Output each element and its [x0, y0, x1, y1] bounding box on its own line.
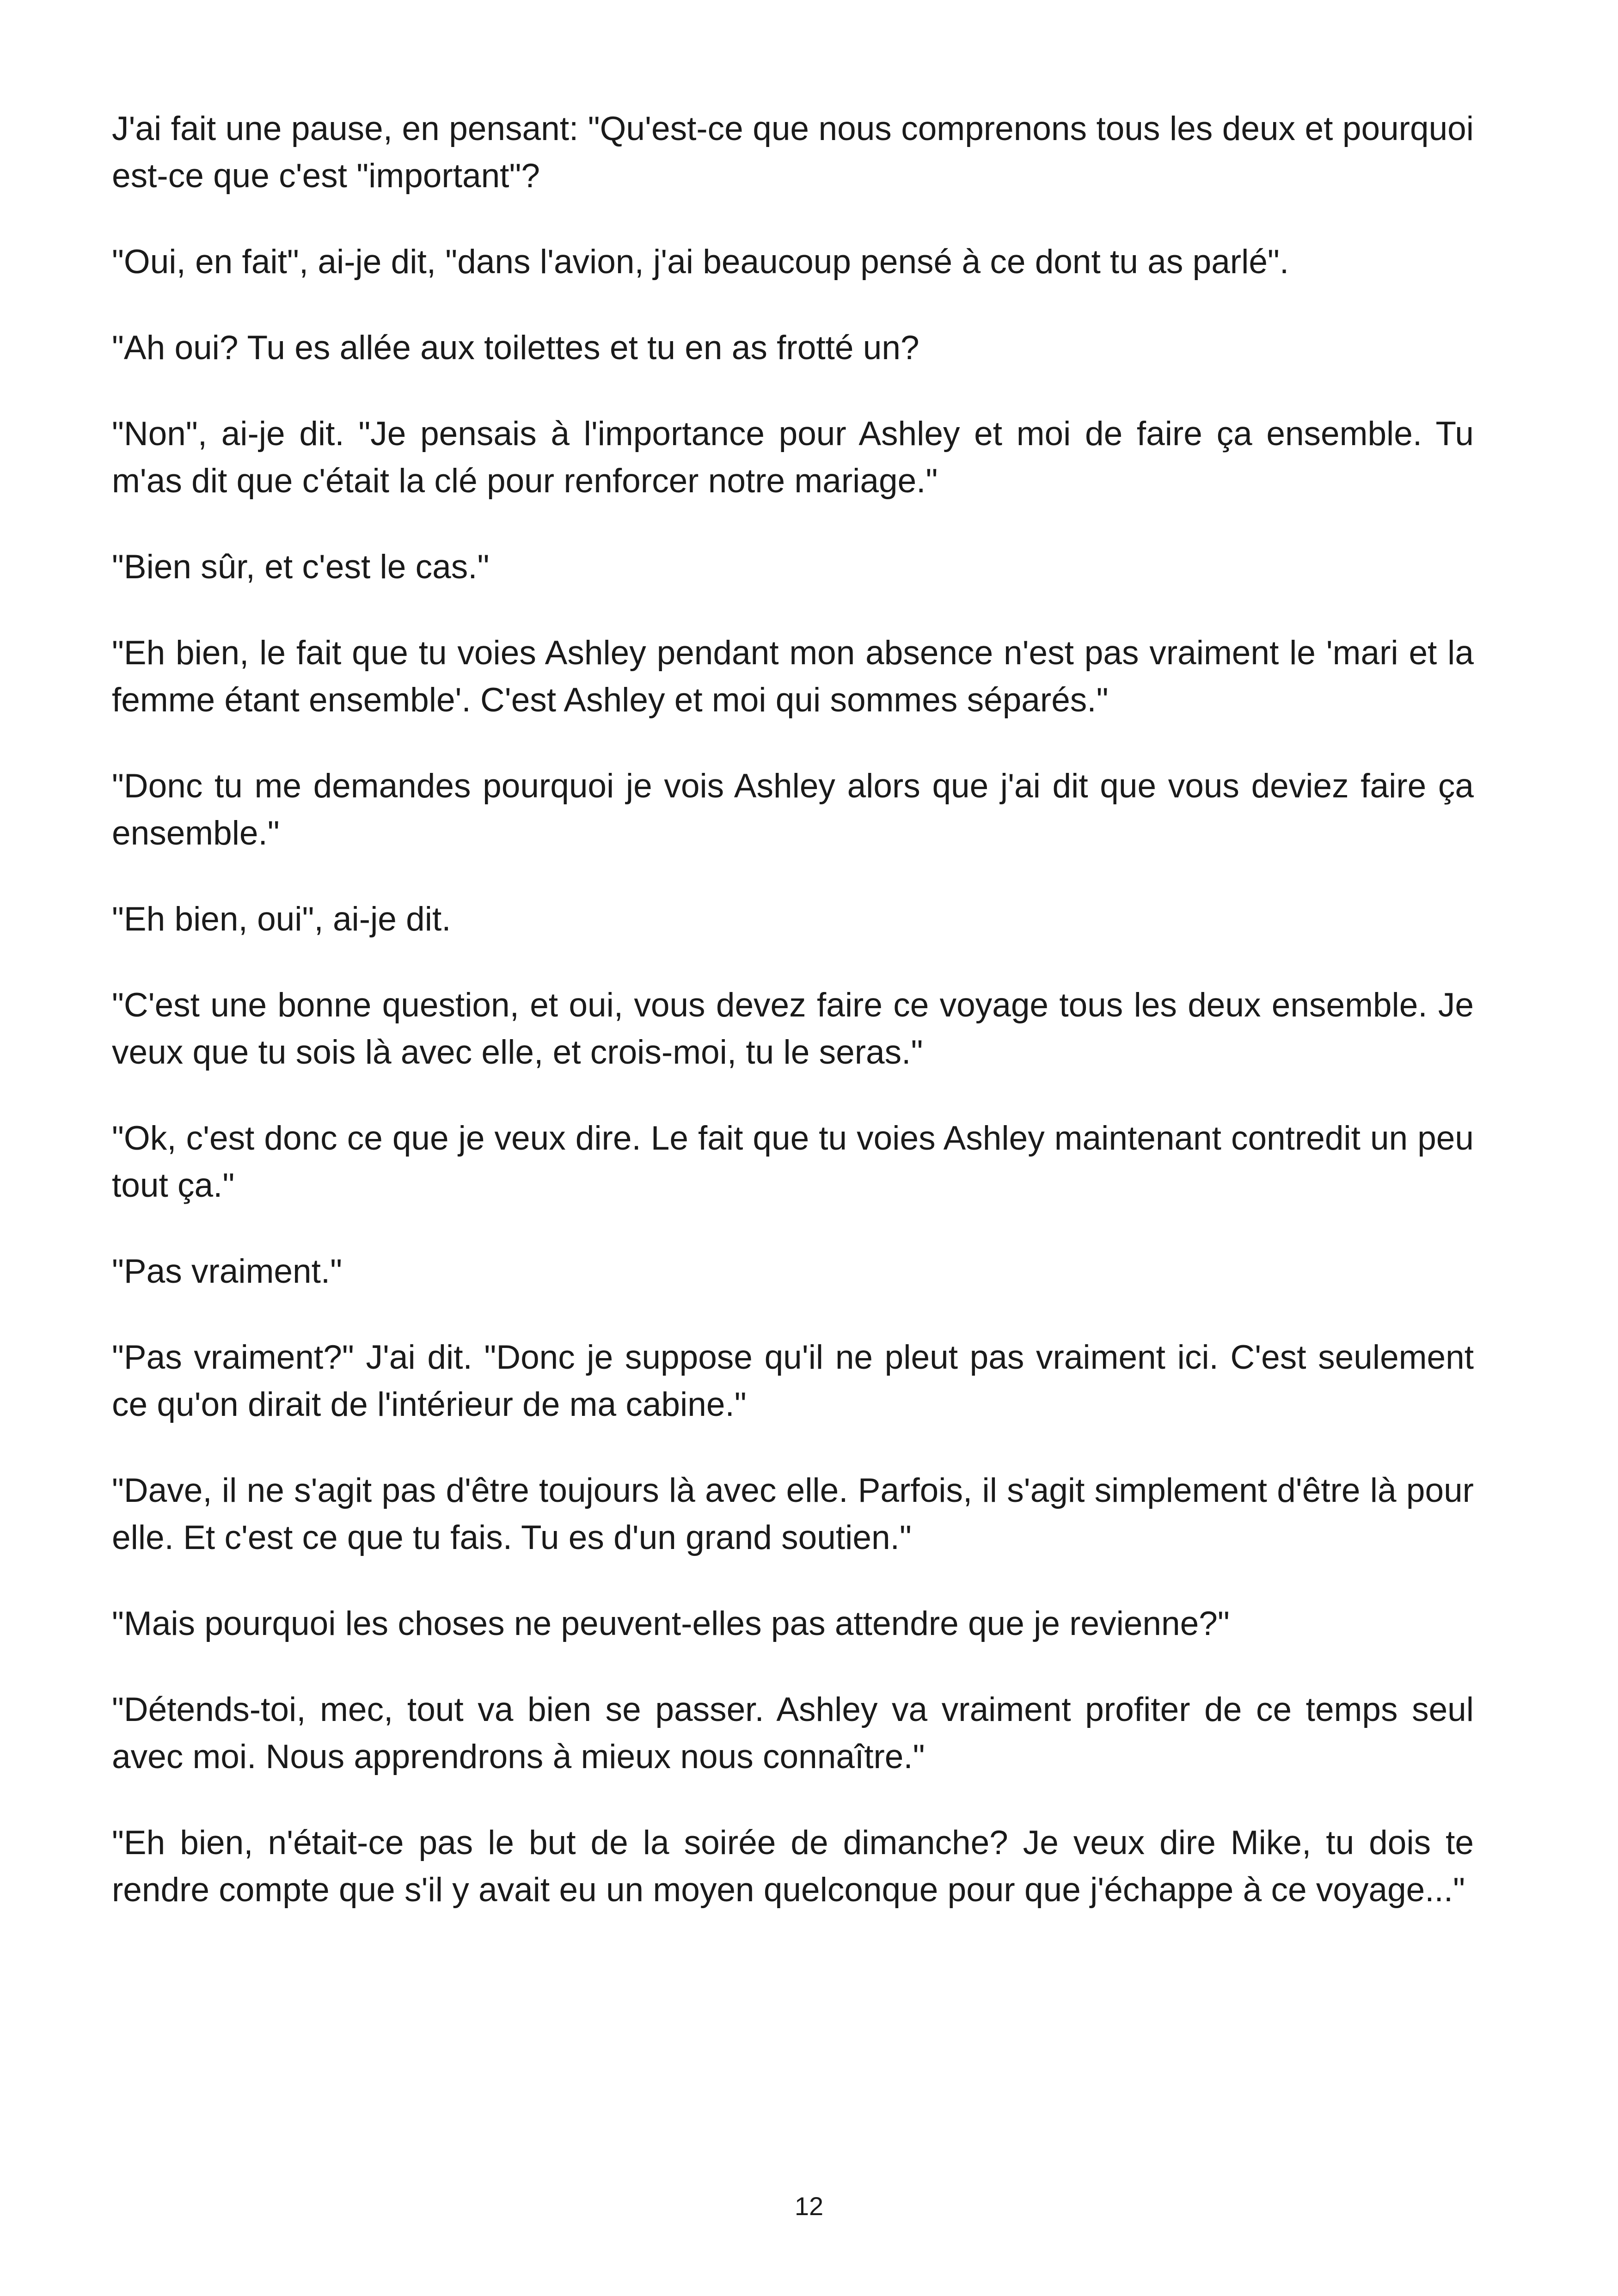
paragraph: "Donc tu me demandes pourquoi je vois Ashley alors que j'ai dit que vous deviez faire ça ensemble.": [112, 767, 1474, 852]
paragraph: "Détends-toi, mec, tout va bien se passer. Ashley va vraiment profiter de ce temps seul avec moi. Nous apprendrons à mieux nous connaître.": [112, 1691, 1474, 1776]
paragraph: "Eh bien, oui", ai-je dit.: [112, 900, 451, 938]
page-number: 12: [794, 2192, 824, 2221]
paragraph: "Ok, c'est donc ce que je veux dire. Le fait que tu voies Ashley maintenant contredit un peu tout ça.": [112, 1120, 1474, 1204]
paragraph: J'ai fait une pause, en pensant: "Qu'est-ce que nous comprenons tous les deux et pourquoi est-ce que c'est "important"?: [112, 110, 1474, 195]
paragraph: "Eh bien, le fait que tu voies Ashley pendant mon absence n'est pas vraiment le 'mari et la femme étant ensemble'. C'est Ashley et moi qui sommes séparés.": [112, 634, 1474, 719]
paragraph: "Bien sûr, et c'est le cas.": [112, 548, 490, 586]
paragraph: "Mais pourquoi les choses ne peuvent-elles pas attendre que je revienne?": [112, 1605, 1230, 1642]
body-text: [112, 105, 1474, 1953]
paragraph: "Dave, il ne s'agit pas d'être toujours là avec elle. Parfois, il s'agit simplement d'être là pour elle. Et c'est ce que tu fais. Tu es d'un grand soutien.": [112, 1472, 1474, 1556]
paragraph: "Pas vraiment.": [112, 1253, 343, 1290]
paragraph: "C'est une bonne question, et oui, vous devez faire ce voyage tous les deux ensemble. Je veux que tu sois là avec elle, et crois-moi, tu le seras.": [112, 986, 1474, 1071]
paragraph: "Eh bien, n'était-ce pas le but de la soirée de dimanche? Je veux dire Mike, tu dois te rendre compte que s'il y avait eu un moyen quelconque pour que j'échappe à ce voyage...": [112, 1824, 1474, 1909]
paragraph: "Pas vraiment?" J'ai dit. "Donc je suppose qu'il ne pleut pas vraiment ici. C'est seulement ce qu'on dirait de l'intérieur de ma cabine.": [112, 1339, 1474, 1423]
paragraph: "Ah oui? Tu es allée aux toilettes et tu en as frotté un?: [112, 329, 919, 367]
paragraph: "Non", ai-je dit. "Je pensais à l'importance pour Ashley et moi de faire ça ensemble. Tu m'as dit que c'était la clé pour renforcer notre mariage.": [112, 415, 1474, 500]
paragraph: "Oui, en fait", ai-je dit, "dans l'avion, j'ai beaucoup pensé à ce dont tu as parlé".: [112, 243, 1289, 281]
